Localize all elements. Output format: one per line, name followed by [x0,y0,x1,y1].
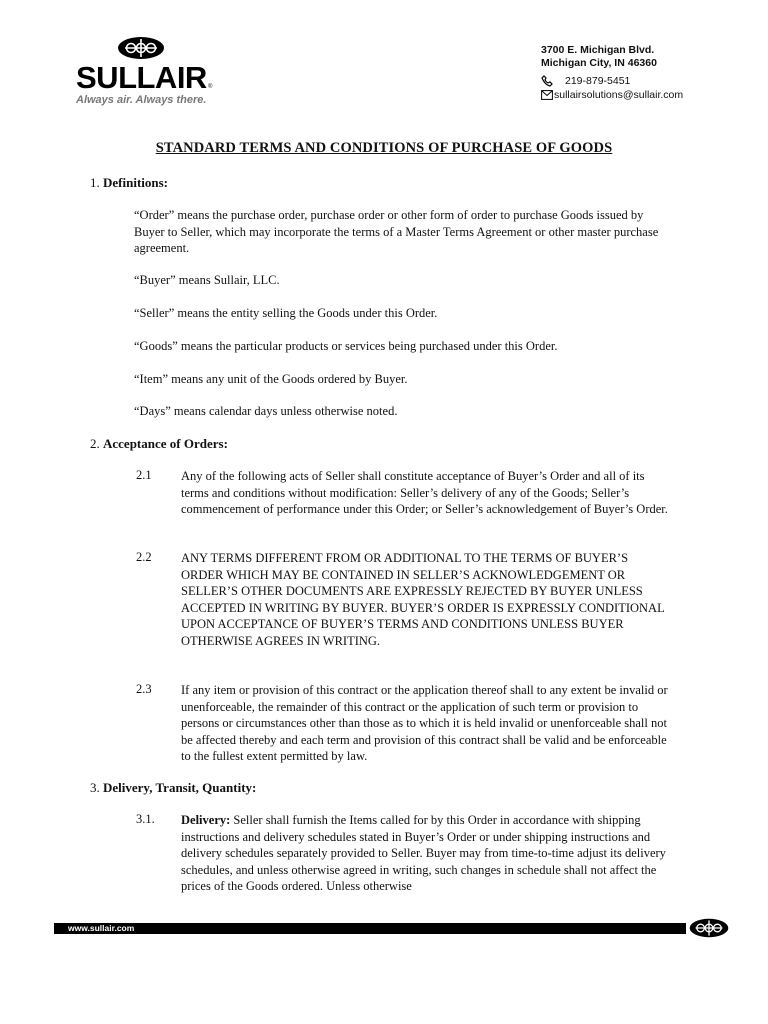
clause-2-1-text: Any of the following acts of Seller shall constitute acceptance of Buyer’s Order and all of its terms and conditions without modification: Seller’s delivery of any of the Goods; Seller’s commencement of performance under this Order; or Seller’s acknowledgement of Buyer’s Order. [181,469,668,516]
logo-tagline: Always air. Always there. [76,94,207,106]
footer-bar [54,923,686,934]
clause-2-2-text: ANY TERMS DIFFERENT FROM OR ADDITIONAL TO THE TERMS OF BUYER’S ORDER WHICH MAY BE CONTAINED IN SELLER’S ACKNOWLEDGEMENT OR SELLER’S OTHER DOCUMENTS ARE EXPRESSLY REJECTED BY BUYER UNLESS ACCEPTED IN WRITING BY BUYER. BUYER’S ORDER IS EXPRESSLY CONDITIONAL UPON ACCEPTANCE OF BUYER’S TERMS AND CONDITIONS UNLESS BUYER OTHERWISE AGREES IN WRITING. [181,551,665,648]
phone-line [541,74,741,88]
section-title: Definitions: [103,175,168,190]
logo-wordmark: SULLAIR [76,60,207,95]
section-title: Delivery, Transit, Quantity: [103,780,257,795]
definition-order: “Order” means the purchase order, purchase order or other form of order to purchase Goods issued by Buyer to Seller, which may incorporate the terms of a Master Terms Agreement or other master purchase agreement. [134,208,659,255]
clause-2-1-number: 2.1 [136,468,152,482]
phone-number: 219-879-5451 [565,75,631,87]
clause-3-1-label: Delivery: [181,813,231,827]
clause-2-3-text: If any item or provision of this contract or the application thereof shall to any extent be invalid or unenforceable, the remainder of this contract or the application of such term or provision to persons or circumstances other than those as to which it is held invalid or unenforceable shall not be affected thereby and each term and provision of this contract shall be valid and be enforceable to the fullest extent permitted by law. [181,683,668,763]
contact-block [541,44,741,102]
section-1-heading [90,175,168,191]
logo-registered-mark: ® [208,84,213,90]
definition-seller: “Seller” means the entity selling the Goods under this Order. [134,306,438,320]
sullair-logo-symbol-icon [116,36,166,60]
section-number: 3. [90,780,100,795]
definition-goods: “Goods” means the particular products or services being purchased under this Order. [134,339,558,353]
email-line [541,88,741,102]
definition-days: “Days” means calendar days unless otherwise noted. [134,404,398,418]
definition-item: “Item” means any unit of the Goods ordered by Buyer. [134,372,408,386]
section-number: 1. [90,175,100,190]
clause-3-1-number: 3.1. [136,812,155,826]
address-line-1: 3700 E. Michigan Blvd. [541,44,655,56]
envelope-icon [541,90,553,100]
definition-buyer: “Buyer” means Sullair, LLC. [134,273,280,287]
clause-2-2-number: 2.2 [136,550,152,564]
clause-3-1 [181,812,671,895]
clause-3-1-text: Seller shall furnish the Items called for by this Order in accordance with shipping instructions and delivery schedules stated in Buyer’s Order or under shipping instructions and delivery schedules separately provided to Seller. Buyer may from time-to-time adjust its delivery schedules, and unless otherwise agreed in writing, such changes in schedule shall not affect the prices of the Goods ordered. Unless otherwise [181,813,666,893]
footer-website-link[interactable]: www.sullair.com [68,923,135,933]
email-address[interactable]: sullairsolutions@sullair.com [554,89,684,101]
section-2-heading [90,436,228,452]
section-title: Acceptance of Orders: [103,436,228,451]
clause-2-3-number: 2.3 [136,682,152,696]
footer-logo-symbol-icon [688,916,730,940]
address-line-2: Michigan City, IN 46360 [541,57,657,69]
page-title: STANDARD TERMS AND CONDITIONS OF PURCHASE OF GOODS [155,140,613,156]
section-3-heading [90,780,256,796]
sullair-logo [76,36,236,112]
section-number: 2. [90,436,100,451]
phone-icon [541,75,553,87]
